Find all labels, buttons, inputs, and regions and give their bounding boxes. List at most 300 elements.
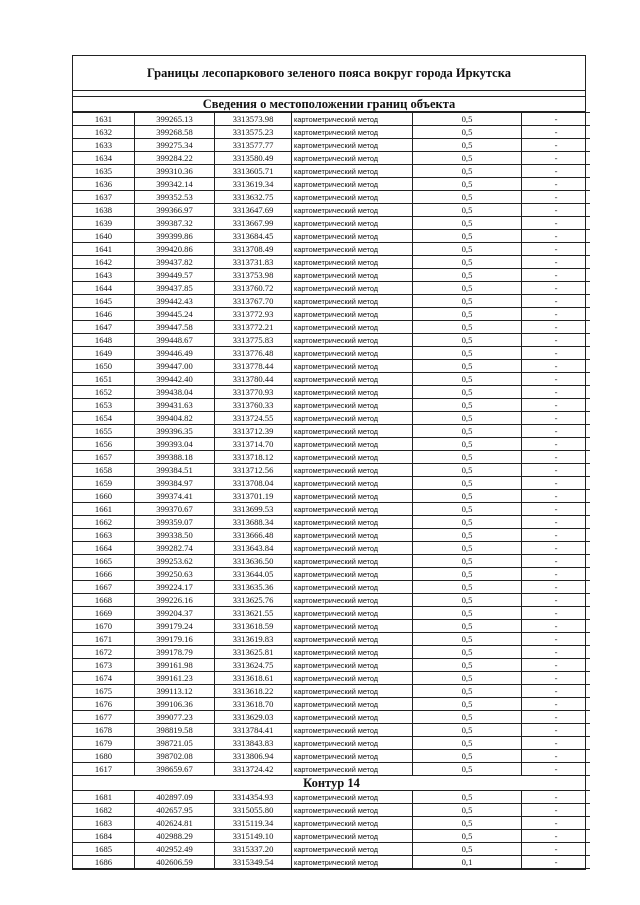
cell-method: картометрический метод bbox=[292, 633, 413, 646]
cell-accuracy: 0,5 bbox=[413, 711, 522, 724]
cell-method: картометрический метод bbox=[292, 503, 413, 516]
cell-accuracy: 0,5 bbox=[413, 152, 522, 165]
cell-accuracy: 0,5 bbox=[413, 750, 522, 763]
cell-y-coordinate: 3313753.98 bbox=[215, 269, 292, 282]
cell-y-coordinate: 3313806.94 bbox=[215, 750, 292, 763]
cell-x-coordinate: 399179.16 bbox=[135, 633, 215, 646]
cell-remark: - bbox=[522, 685, 591, 698]
cell-y-coordinate: 3313778.44 bbox=[215, 360, 292, 373]
cell-remark: - bbox=[522, 724, 591, 737]
cell-method: картометрический метод bbox=[292, 282, 413, 295]
cell-method: картометрический метод bbox=[292, 113, 413, 126]
cell-x-coordinate: 399250.63 bbox=[135, 568, 215, 581]
cell-remark: - bbox=[522, 672, 591, 685]
cell-remark: - bbox=[522, 477, 591, 490]
table-row bbox=[73, 568, 590, 581]
cell-point-number: 1657 bbox=[73, 451, 135, 464]
cell-x-coordinate: 399387.32 bbox=[135, 217, 215, 230]
cell-method: картометрический метод bbox=[292, 269, 413, 282]
cell-point-number: 1652 bbox=[73, 386, 135, 399]
cell-method: картометрический метод bbox=[292, 477, 413, 490]
cell-remark: - bbox=[522, 817, 591, 830]
cell-remark: - bbox=[522, 542, 591, 555]
cell-y-coordinate: 3313621.55 bbox=[215, 607, 292, 620]
cell-x-coordinate: 399179.24 bbox=[135, 620, 215, 633]
cell-x-coordinate: 399399.86 bbox=[135, 230, 215, 243]
cell-remark: - bbox=[522, 373, 591, 386]
table-row bbox=[73, 724, 590, 737]
cell-remark: - bbox=[522, 321, 591, 334]
cell-x-coordinate: 399442.43 bbox=[135, 295, 215, 308]
cell-remark: - bbox=[522, 243, 591, 256]
cell-x-coordinate: 399352.53 bbox=[135, 191, 215, 204]
cell-accuracy: 0,5 bbox=[413, 269, 522, 282]
table-row bbox=[73, 594, 590, 607]
cell-point-number: 1656 bbox=[73, 438, 135, 451]
cell-remark: - bbox=[522, 204, 591, 217]
cell-accuracy: 0,5 bbox=[413, 412, 522, 425]
cell-point-number: 1644 bbox=[73, 282, 135, 295]
cell-point-number: 1658 bbox=[73, 464, 135, 477]
cell-point-number: 1685 bbox=[73, 843, 135, 856]
cell-method: картометрический метод bbox=[292, 698, 413, 711]
cell-remark: - bbox=[522, 516, 591, 529]
cell-x-coordinate: 399284.22 bbox=[135, 152, 215, 165]
cell-method: картометрический метод bbox=[292, 191, 413, 204]
cell-x-coordinate: 399077.23 bbox=[135, 711, 215, 724]
cell-remark: - bbox=[522, 139, 591, 152]
cell-x-coordinate: 399359.07 bbox=[135, 516, 215, 529]
cell-y-coordinate: 3313618.70 bbox=[215, 698, 292, 711]
cell-point-number: 1674 bbox=[73, 672, 135, 685]
cell-method: картометрический метод bbox=[292, 817, 413, 830]
cell-remark: - bbox=[522, 568, 591, 581]
cell-method: картометрический метод bbox=[292, 607, 413, 620]
cell-y-coordinate: 3313647.69 bbox=[215, 204, 292, 217]
table-row bbox=[73, 581, 590, 594]
table-row bbox=[73, 737, 590, 750]
cell-x-coordinate: 398819.58 bbox=[135, 724, 215, 737]
cell-y-coordinate: 3313625.81 bbox=[215, 646, 292, 659]
cell-remark: - bbox=[522, 269, 591, 282]
cell-remark: - bbox=[522, 659, 591, 672]
cell-x-coordinate: 399268.58 bbox=[135, 126, 215, 139]
cell-remark: - bbox=[522, 165, 591, 178]
table-row bbox=[73, 230, 590, 243]
cell-remark: - bbox=[522, 737, 591, 750]
cell-accuracy: 0,5 bbox=[413, 295, 522, 308]
table-row bbox=[73, 750, 590, 763]
cell-y-coordinate: 3313635.36 bbox=[215, 581, 292, 594]
cell-remark: - bbox=[522, 581, 591, 594]
cell-x-coordinate: 399437.85 bbox=[135, 282, 215, 295]
cell-y-coordinate: 3313618.22 bbox=[215, 685, 292, 698]
cell-point-number: 1647 bbox=[73, 321, 135, 334]
cell-x-coordinate: 402657.95 bbox=[135, 804, 215, 817]
cell-accuracy: 0,5 bbox=[413, 308, 522, 321]
cell-remark: - bbox=[522, 529, 591, 542]
cell-method: картометрический метод bbox=[292, 438, 413, 451]
cell-accuracy: 0,5 bbox=[413, 763, 522, 776]
cell-remark: - bbox=[522, 607, 591, 620]
cell-x-coordinate: 402606.59 bbox=[135, 856, 215, 869]
cell-point-number: 1641 bbox=[73, 243, 135, 256]
cell-y-coordinate: 3313688.34 bbox=[215, 516, 292, 529]
cell-x-coordinate: 399447.58 bbox=[135, 321, 215, 334]
cell-x-coordinate: 399404.82 bbox=[135, 412, 215, 425]
cell-method: картометрический метод bbox=[292, 791, 413, 804]
table-row bbox=[73, 633, 590, 646]
cell-remark: - bbox=[522, 386, 591, 399]
cell-method: картометрический метод bbox=[292, 243, 413, 256]
table-row bbox=[73, 843, 590, 856]
cell-y-coordinate: 3313636.50 bbox=[215, 555, 292, 568]
table-row bbox=[73, 204, 590, 217]
cell-method: картометрический метод bbox=[292, 204, 413, 217]
cell-point-number: 1632 bbox=[73, 126, 135, 139]
cell-point-number: 1683 bbox=[73, 817, 135, 830]
table-row bbox=[73, 269, 590, 282]
cell-point-number: 1686 bbox=[73, 856, 135, 869]
cell-y-coordinate: 3313577.77 bbox=[215, 139, 292, 152]
cell-method: картометрический метод bbox=[292, 830, 413, 843]
cell-method: картометрический метод bbox=[292, 542, 413, 555]
cell-point-number: 1676 bbox=[73, 698, 135, 711]
cell-method: картометрический метод bbox=[292, 412, 413, 425]
table-row bbox=[73, 165, 590, 178]
cell-point-number: 1684 bbox=[73, 830, 135, 843]
cell-point-number: 1671 bbox=[73, 633, 135, 646]
table-row bbox=[73, 646, 590, 659]
cell-x-coordinate: 399161.23 bbox=[135, 672, 215, 685]
cell-accuracy: 0,5 bbox=[413, 217, 522, 230]
cell-point-number: 1670 bbox=[73, 620, 135, 633]
cell-remark: - bbox=[522, 126, 591, 139]
cell-y-coordinate: 3313684.45 bbox=[215, 230, 292, 243]
cell-point-number: 1677 bbox=[73, 711, 135, 724]
cell-remark: - bbox=[522, 620, 591, 633]
cell-remark: - bbox=[522, 178, 591, 191]
document-title: Границы лесопаркового зеленого пояса вокруг города Иркутска bbox=[73, 56, 585, 91]
cell-accuracy: 0,5 bbox=[413, 516, 522, 529]
coordinates-block-1 bbox=[73, 113, 590, 776]
cell-point-number: 1660 bbox=[73, 490, 135, 503]
cell-method: картометрический метод bbox=[292, 334, 413, 347]
cell-x-coordinate: 399178.79 bbox=[135, 646, 215, 659]
cell-point-number: 1665 bbox=[73, 555, 135, 568]
cell-y-coordinate: 3313780.44 bbox=[215, 373, 292, 386]
cell-accuracy: 0,5 bbox=[413, 581, 522, 594]
table-row bbox=[73, 607, 590, 620]
cell-accuracy: 0,1 bbox=[413, 856, 522, 869]
cell-y-coordinate: 3313580.49 bbox=[215, 152, 292, 165]
table-row bbox=[73, 412, 590, 425]
cell-y-coordinate: 3313760.33 bbox=[215, 399, 292, 412]
cell-remark: - bbox=[522, 750, 591, 763]
cell-y-coordinate: 3313667.99 bbox=[215, 217, 292, 230]
cell-accuracy: 0,5 bbox=[413, 620, 522, 633]
cell-y-coordinate: 3313776.48 bbox=[215, 347, 292, 360]
table-row bbox=[73, 178, 590, 191]
cell-x-coordinate: 399204.37 bbox=[135, 607, 215, 620]
cell-y-coordinate: 3313575.23 bbox=[215, 126, 292, 139]
table-row bbox=[73, 620, 590, 633]
cell-method: картометрический метод bbox=[292, 126, 413, 139]
cell-method: картометрический метод bbox=[292, 425, 413, 438]
cell-y-coordinate: 3313619.83 bbox=[215, 633, 292, 646]
cell-point-number: 1668 bbox=[73, 594, 135, 607]
table-row bbox=[73, 830, 590, 843]
cell-y-coordinate: 3313731.83 bbox=[215, 256, 292, 269]
cell-point-number: 1661 bbox=[73, 503, 135, 516]
cell-accuracy: 0,5 bbox=[413, 113, 522, 126]
cell-y-coordinate: 3313701.19 bbox=[215, 490, 292, 503]
cell-y-coordinate: 3313770.93 bbox=[215, 386, 292, 399]
cell-x-coordinate: 399446.49 bbox=[135, 347, 215, 360]
cell-y-coordinate: 3313573.98 bbox=[215, 113, 292, 126]
cell-method: картометрический метод bbox=[292, 685, 413, 698]
cell-point-number: 1680 bbox=[73, 750, 135, 763]
cell-method: картометрический метод bbox=[292, 256, 413, 269]
cell-accuracy: 0,5 bbox=[413, 204, 522, 217]
cell-remark: - bbox=[522, 711, 591, 724]
cell-remark: - bbox=[522, 856, 591, 869]
contour-header-row bbox=[73, 776, 590, 791]
table-row bbox=[73, 685, 590, 698]
table-row bbox=[73, 451, 590, 464]
cell-method: картометрический метод bbox=[292, 321, 413, 334]
cell-point-number: 1655 bbox=[73, 425, 135, 438]
cell-x-coordinate: 402624.81 bbox=[135, 817, 215, 830]
cell-y-coordinate: 3313625.76 bbox=[215, 594, 292, 607]
cell-method: картометрический метод bbox=[292, 581, 413, 594]
cell-accuracy: 0,5 bbox=[413, 230, 522, 243]
cell-point-number: 1634 bbox=[73, 152, 135, 165]
cell-accuracy: 0,5 bbox=[413, 191, 522, 204]
table-row bbox=[73, 490, 590, 503]
cell-method: картометрический метод bbox=[292, 659, 413, 672]
cell-point-number: 1654 bbox=[73, 412, 135, 425]
coordinates-block-2 bbox=[73, 791, 590, 869]
cell-point-number: 1638 bbox=[73, 204, 135, 217]
cell-point-number: 1672 bbox=[73, 646, 135, 659]
cell-method: картометрический метод bbox=[292, 804, 413, 817]
cell-accuracy: 0,5 bbox=[413, 672, 522, 685]
cell-x-coordinate: 399437.82 bbox=[135, 256, 215, 269]
cell-y-coordinate: 3313708.04 bbox=[215, 477, 292, 490]
cell-remark: - bbox=[522, 843, 591, 856]
cell-point-number: 1640 bbox=[73, 230, 135, 243]
cell-accuracy: 0,5 bbox=[413, 804, 522, 817]
cell-remark: - bbox=[522, 308, 591, 321]
cell-y-coordinate: 3313724.42 bbox=[215, 763, 292, 776]
cell-x-coordinate: 399374.41 bbox=[135, 490, 215, 503]
cell-accuracy: 0,5 bbox=[413, 451, 522, 464]
cell-remark: - bbox=[522, 438, 591, 451]
cell-y-coordinate: 3315349.54 bbox=[215, 856, 292, 869]
cell-method: картометрический метод bbox=[292, 724, 413, 737]
cell-x-coordinate: 399161.98 bbox=[135, 659, 215, 672]
cell-point-number: 1649 bbox=[73, 347, 135, 360]
contour-header-block bbox=[73, 776, 590, 791]
cell-method: картометрический метод bbox=[292, 386, 413, 399]
cell-accuracy: 0,5 bbox=[413, 830, 522, 843]
cell-point-number: 1659 bbox=[73, 477, 135, 490]
cell-x-coordinate: 399253.62 bbox=[135, 555, 215, 568]
cell-y-coordinate: 3313632.75 bbox=[215, 191, 292, 204]
cell-y-coordinate: 3313784.41 bbox=[215, 724, 292, 737]
cell-x-coordinate: 399388.18 bbox=[135, 451, 215, 464]
cell-y-coordinate: 3313618.59 bbox=[215, 620, 292, 633]
cell-remark: - bbox=[522, 152, 591, 165]
cell-y-coordinate: 3313708.49 bbox=[215, 243, 292, 256]
cell-method: картометрический метод bbox=[292, 843, 413, 856]
cell-y-coordinate: 3313619.34 bbox=[215, 178, 292, 191]
cell-y-coordinate: 3313772.93 bbox=[215, 308, 292, 321]
cell-remark: - bbox=[522, 217, 591, 230]
cell-x-coordinate: 399431.63 bbox=[135, 399, 215, 412]
cell-x-coordinate: 399449.57 bbox=[135, 269, 215, 282]
cell-accuracy: 0,5 bbox=[413, 334, 522, 347]
cell-accuracy: 0,5 bbox=[413, 685, 522, 698]
cell-accuracy: 0,5 bbox=[413, 243, 522, 256]
cell-x-coordinate: 399310.36 bbox=[135, 165, 215, 178]
cell-point-number: 1633 bbox=[73, 139, 135, 152]
cell-remark: - bbox=[522, 191, 591, 204]
cell-remark: - bbox=[522, 412, 591, 425]
cell-y-coordinate: 3313724.55 bbox=[215, 412, 292, 425]
cell-y-coordinate: 3313624.75 bbox=[215, 659, 292, 672]
cell-accuracy: 0,5 bbox=[413, 347, 522, 360]
cell-method: картометрический метод bbox=[292, 451, 413, 464]
cell-remark: - bbox=[522, 464, 591, 477]
cell-remark: - bbox=[522, 633, 591, 646]
cell-remark: - bbox=[522, 230, 591, 243]
cell-accuracy: 0,5 bbox=[413, 139, 522, 152]
cell-accuracy: 0,5 bbox=[413, 165, 522, 178]
cell-y-coordinate: 3313643.84 bbox=[215, 542, 292, 555]
table-row bbox=[73, 804, 590, 817]
cell-point-number: 1663 bbox=[73, 529, 135, 542]
cell-method: картометрический метод bbox=[292, 594, 413, 607]
table-row bbox=[73, 763, 590, 776]
cell-accuracy: 0,5 bbox=[413, 568, 522, 581]
cell-remark: - bbox=[522, 791, 591, 804]
cell-point-number: 1673 bbox=[73, 659, 135, 672]
cell-accuracy: 0,5 bbox=[413, 477, 522, 490]
cell-y-coordinate: 3313714.70 bbox=[215, 438, 292, 451]
cell-y-coordinate: 3315055.80 bbox=[215, 804, 292, 817]
cell-method: картометрический метод bbox=[292, 295, 413, 308]
table-row bbox=[73, 791, 590, 804]
table-row bbox=[73, 503, 590, 516]
table-row bbox=[73, 191, 590, 204]
cell-x-coordinate: 398702.08 bbox=[135, 750, 215, 763]
cell-accuracy: 0,5 bbox=[413, 542, 522, 555]
cell-accuracy: 0,5 bbox=[413, 282, 522, 295]
cell-method: картометрический метод bbox=[292, 152, 413, 165]
cell-point-number: 1648 bbox=[73, 334, 135, 347]
cell-point-number: 1678 bbox=[73, 724, 135, 737]
cell-method: картометрический метод bbox=[292, 217, 413, 230]
cell-method: картометрический метод bbox=[292, 620, 413, 633]
cell-method: картометрический метод bbox=[292, 178, 413, 191]
cell-accuracy: 0,5 bbox=[413, 490, 522, 503]
cell-remark: - bbox=[522, 256, 591, 269]
cell-x-coordinate: 399342.14 bbox=[135, 178, 215, 191]
cell-y-coordinate: 3313718.12 bbox=[215, 451, 292, 464]
cell-x-coordinate: 399445.24 bbox=[135, 308, 215, 321]
cell-x-coordinate: 402952.49 bbox=[135, 843, 215, 856]
table-row bbox=[73, 425, 590, 438]
cell-remark: - bbox=[522, 490, 591, 503]
cell-method: картометрический метод bbox=[292, 230, 413, 243]
cell-method: картометрический метод bbox=[292, 672, 413, 685]
cell-y-coordinate: 3313775.83 bbox=[215, 334, 292, 347]
cell-x-coordinate: 398659.67 bbox=[135, 763, 215, 776]
cell-method: картометрический метод bbox=[292, 568, 413, 581]
cell-accuracy: 0,5 bbox=[413, 633, 522, 646]
cell-x-coordinate: 399106.36 bbox=[135, 698, 215, 711]
cell-accuracy: 0,5 bbox=[413, 724, 522, 737]
cell-accuracy: 0,5 bbox=[413, 399, 522, 412]
cell-accuracy: 0,5 bbox=[413, 464, 522, 477]
cell-x-coordinate: 399366.97 bbox=[135, 204, 215, 217]
cell-accuracy: 0,5 bbox=[413, 698, 522, 711]
cell-y-coordinate: 3313605.71 bbox=[215, 165, 292, 178]
table-row bbox=[73, 817, 590, 830]
table-row bbox=[73, 217, 590, 230]
cell-point-number: 1679 bbox=[73, 737, 135, 750]
cell-accuracy: 0,5 bbox=[413, 594, 522, 607]
cell-remark: - bbox=[522, 295, 591, 308]
cell-x-coordinate: 399265.13 bbox=[135, 113, 215, 126]
cell-y-coordinate: 3315119.34 bbox=[215, 817, 292, 830]
table-row bbox=[73, 256, 590, 269]
cell-point-number: 1643 bbox=[73, 269, 135, 282]
cell-method: картометрический метод bbox=[292, 139, 413, 152]
cell-x-coordinate: 399224.17 bbox=[135, 581, 215, 594]
cell-method: картометрический метод bbox=[292, 308, 413, 321]
section-title: Сведения о местоположении границ объекта bbox=[73, 97, 585, 112]
table-row bbox=[73, 282, 590, 295]
cell-accuracy: 0,5 bbox=[413, 321, 522, 334]
cell-y-coordinate: 3313772.21 bbox=[215, 321, 292, 334]
table-row bbox=[73, 139, 590, 152]
table-row bbox=[73, 386, 590, 399]
table-row bbox=[73, 529, 590, 542]
cell-point-number: 1662 bbox=[73, 516, 135, 529]
cell-y-coordinate: 3313699.53 bbox=[215, 503, 292, 516]
cell-point-number: 1639 bbox=[73, 217, 135, 230]
cell-accuracy: 0,5 bbox=[413, 737, 522, 750]
cell-y-coordinate: 3313712.56 bbox=[215, 464, 292, 477]
cell-point-number: 1651 bbox=[73, 373, 135, 386]
cell-accuracy: 0,5 bbox=[413, 425, 522, 438]
table-row bbox=[73, 308, 590, 321]
cell-point-number: 1631 bbox=[73, 113, 135, 126]
cell-method: картометрический метод bbox=[292, 360, 413, 373]
cell-accuracy: 0,5 bbox=[413, 126, 522, 139]
cell-method: картометрический метод bbox=[292, 373, 413, 386]
cell-x-coordinate: 399448.67 bbox=[135, 334, 215, 347]
cell-x-coordinate: 402897.09 bbox=[135, 791, 215, 804]
cell-point-number: 1666 bbox=[73, 568, 135, 581]
cell-accuracy: 0,5 bbox=[413, 438, 522, 451]
table-row bbox=[73, 698, 590, 711]
table-row bbox=[73, 360, 590, 373]
cell-y-coordinate: 3313629.03 bbox=[215, 711, 292, 724]
